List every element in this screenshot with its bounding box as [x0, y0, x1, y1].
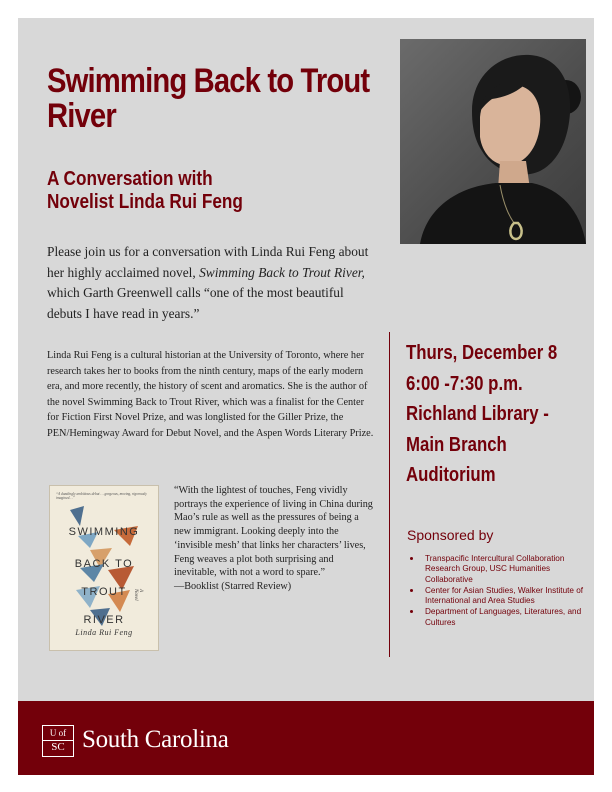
author-portrait-illustration [400, 39, 586, 244]
event-flyer [18, 18, 594, 775]
event-title: Swimming Back to Trout River [47, 62, 370, 135]
intro-paragraph [47, 242, 377, 324]
university-wordmark: South Carolina [82, 726, 229, 753]
book-cover-blurb: “A dazzlingly ambitious debut … gorgeous, moving, rigorously imagined…” [56, 492, 147, 501]
sponsors-heading: Sponsored by [407, 527, 494, 543]
logo-top-text: U of [49, 728, 67, 738]
footer-bar [18, 701, 594, 775]
event-venue-line-1: Richland Library - [406, 403, 549, 425]
subtitle-line-2: Novelist Linda Rui Feng [47, 191, 243, 213]
sponsor-item: Department of Languages, Literatures, and Cultures [407, 607, 587, 628]
logo-bottom-text: SC [43, 740, 73, 753]
intro-book-title: Swimming Back to Trout River, [199, 264, 365, 280]
intro-lead: Please join us for a conversation with Linda Rui Feng about her highly acclaimed novel, [47, 244, 369, 280]
event-time: 6:00 -7:30 p.m. [406, 372, 523, 395]
book-cover [49, 485, 159, 651]
review-quote-text: “With the lightest of touches, Feng vividly portrays the experience of living in China during Mao’s rule as well as the pressures of being a new immigrant. Looking deeply into the ‘invisible mesh’ that links her characters’ lives, Feng weaves a plot both surprising and inevitable, with not a word to spare.” [174, 485, 373, 579]
book-cover-author: Linda Rui Feng [75, 628, 133, 637]
book-cover-word: TROUT [81, 586, 127, 598]
subtitle-line-1: A Conversation with [47, 168, 213, 190]
book-cover-word: SWIMMING [68, 526, 140, 538]
event-venue-line-2: Main Branch [406, 433, 507, 456]
author-bio: Linda Rui Feng is a cultural historian at the University of Toronto, where her research takes her to books from the ninth century, maps of the early modern era, and more recently, the history of scent and aromatics. She is the author of the novel Swimming Back to Trout River, which was a finalist for the Center for Fiction First Novel Prize, and was longlisted for the Giller Prize, the PEN/Hemingway Award for Debut Novel, and the Aspen Words Literary Prize. [47, 350, 374, 439]
usc-logo-icon [42, 725, 74, 757]
review-quote [174, 484, 374, 594]
event-venue-line-3: Auditorium [406, 464, 496, 486]
sponsors-list [407, 554, 587, 629]
book-cover-word: BACK TO [74, 558, 134, 570]
book-cover-word: RIVER [83, 614, 125, 626]
vertical-divider [389, 332, 390, 657]
intro-rest: which Garth Greenwell calls “one of the most beautiful debuts I have read in years.” [47, 285, 344, 321]
sponsor-item: Center for Asian Studies, Walker Institute of International and Area Studies [407, 586, 587, 607]
review-attribution: —Booklist (Starred Review) [174, 580, 292, 592]
author-photo [400, 39, 586, 244]
event-date: Thurs, December 8 [406, 342, 558, 364]
event-subtitle [47, 168, 305, 214]
event-details [406, 338, 561, 491]
sponsor-item: Transpacific Intercultural Collaboration Research Group, USC Humanities Collaborative [407, 554, 587, 585]
book-cover-side-text: A Novel [133, 589, 143, 601]
